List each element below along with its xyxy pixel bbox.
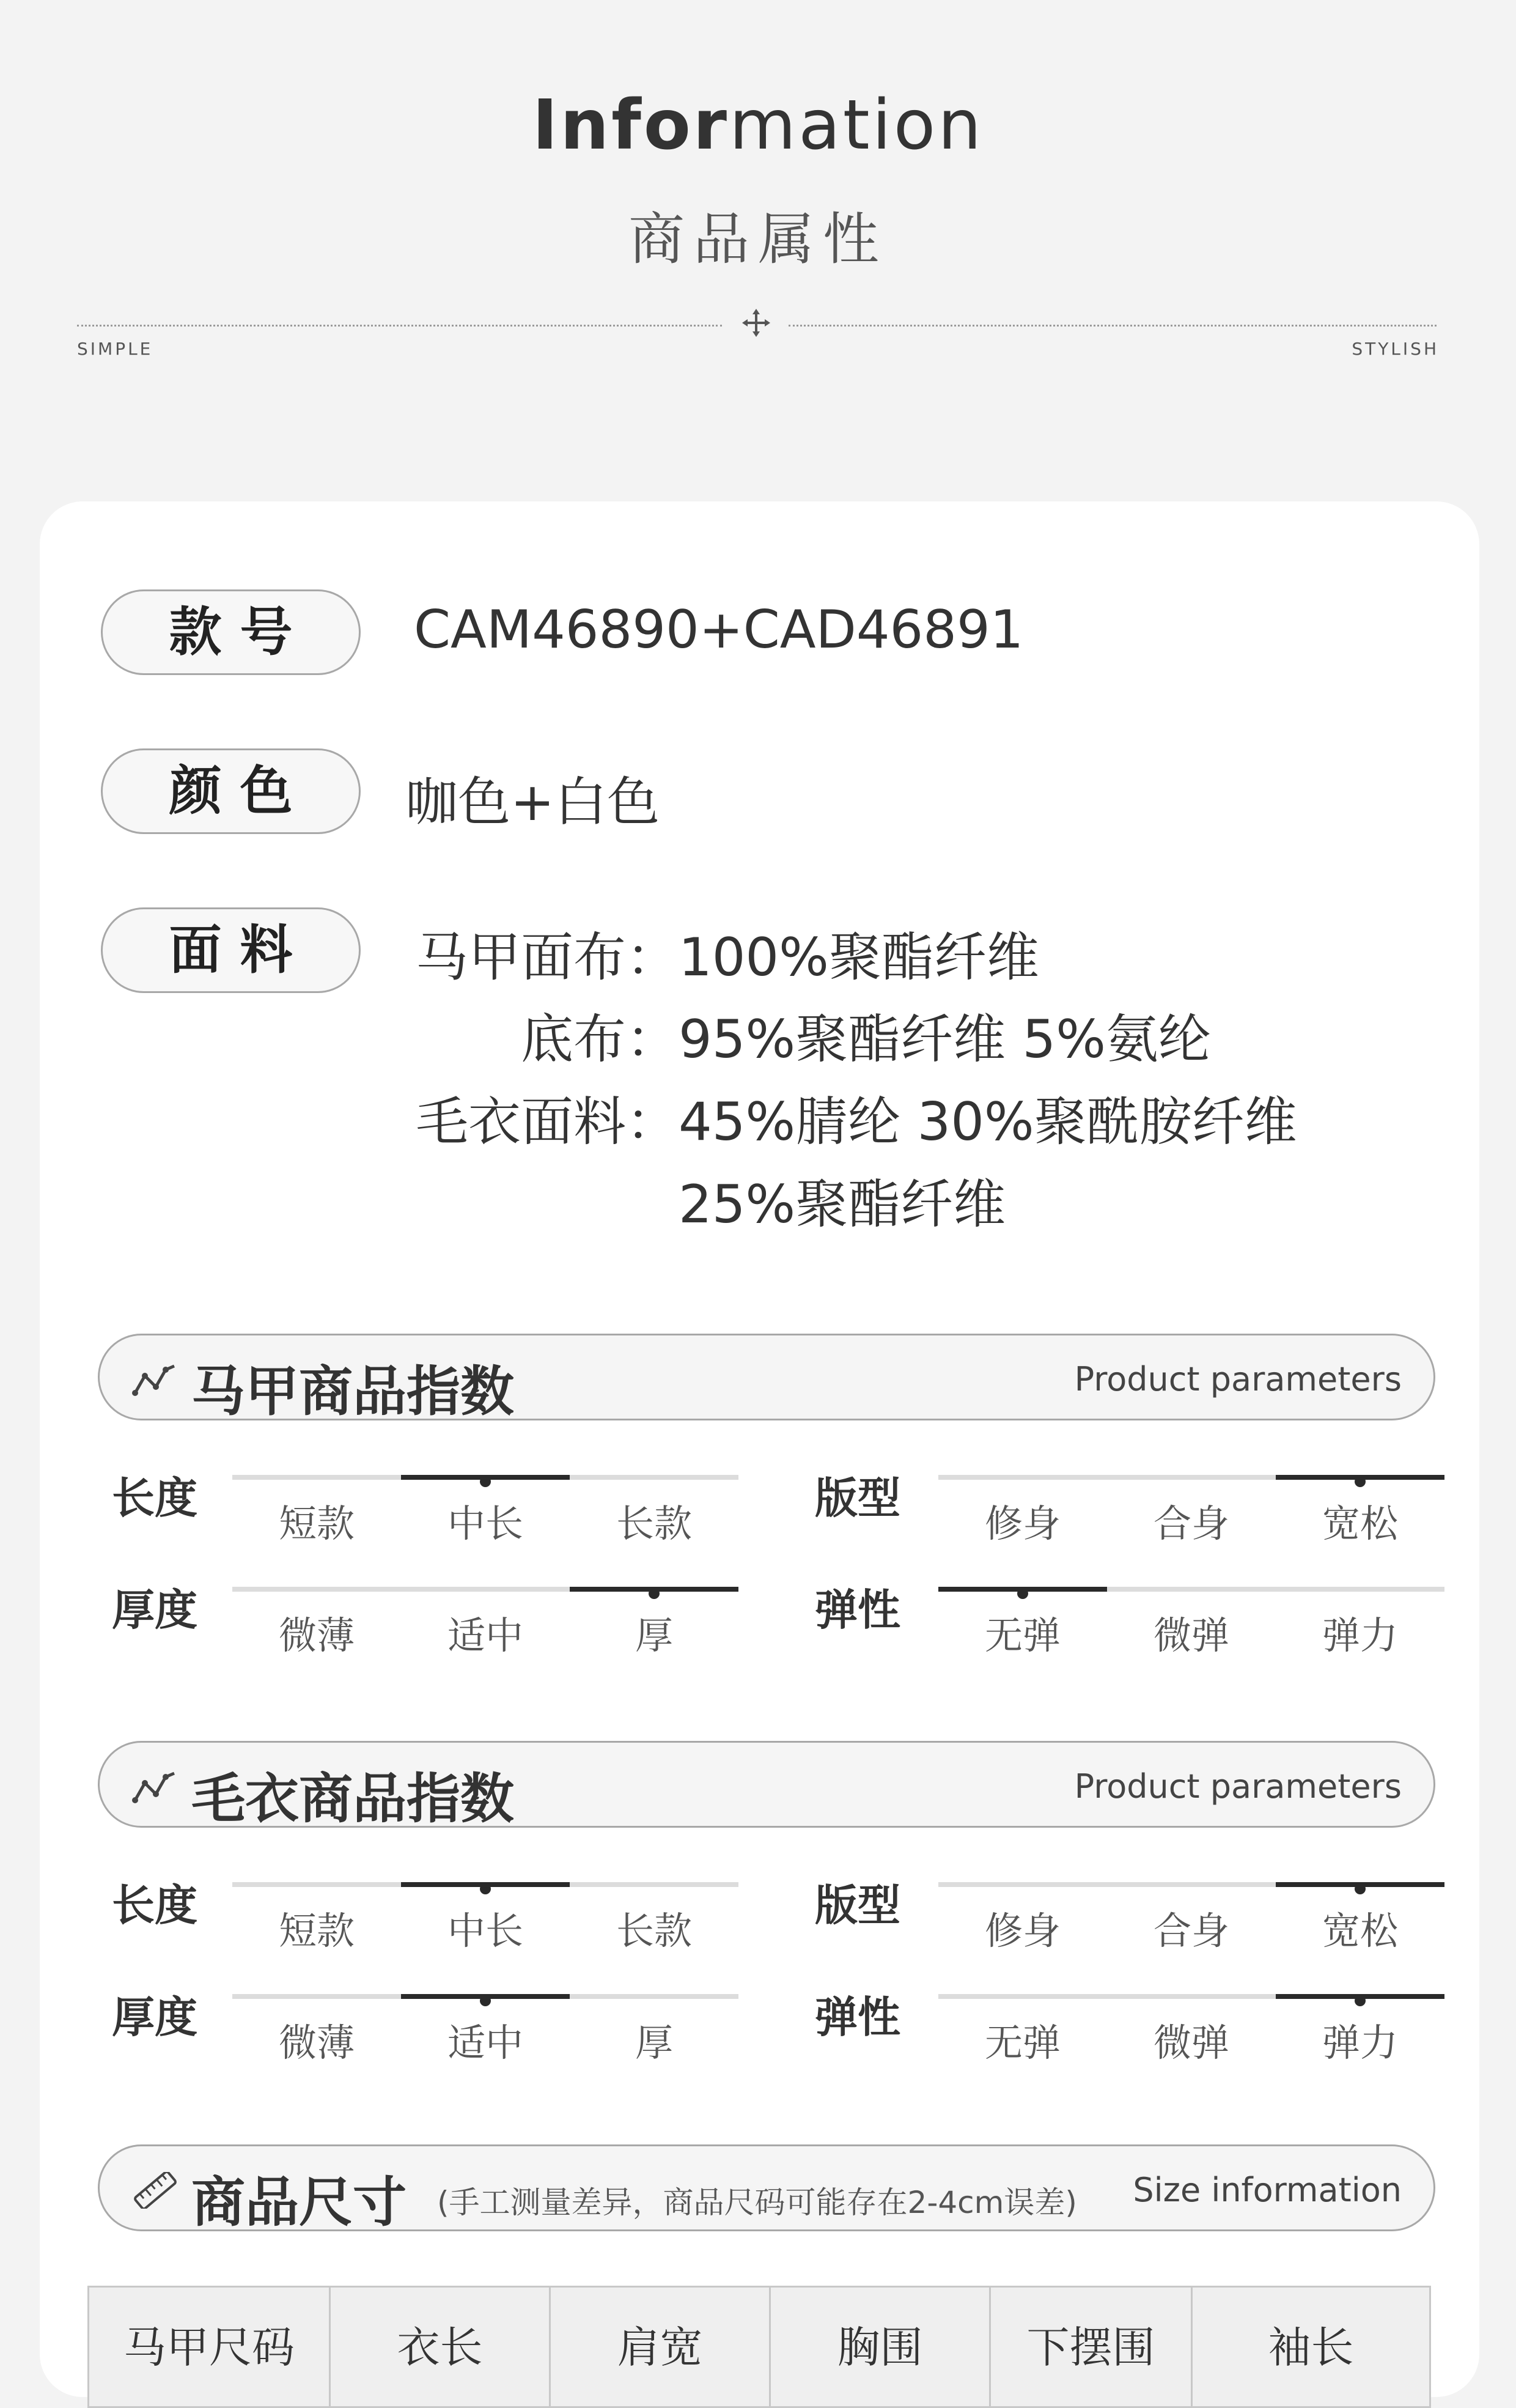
param-option: 短款 <box>278 1501 355 1546</box>
fabric-line-value: 100%聚酯纤维 <box>679 927 1039 988</box>
size-table-header-row <box>89 2287 1430 2407</box>
param-option: 中长 <box>447 1908 523 1953</box>
vest-params-title: 马甲商品指数 <box>191 1360 515 1423</box>
size-info-header <box>98 2144 1435 2234</box>
param-scale-segment <box>570 1994 738 1999</box>
param-option: 中长 <box>447 1501 523 1546</box>
size-column-header: 衣长 <box>330 2287 550 2407</box>
vest-params-header <box>98 1334 1435 1423</box>
param-scale-segment <box>232 1475 401 1480</box>
param-scale-segment <box>570 1475 738 1480</box>
param-option: 短款 <box>278 1908 355 1953</box>
param-scale-marker <box>570 1587 738 1592</box>
sweater-params-header <box>98 1741 1435 1828</box>
crosshair-icon <box>742 309 770 337</box>
param-scale-segment <box>938 1994 1107 1999</box>
trend-line-icon <box>131 1361 179 1398</box>
fabric-line-value: 25%聚酯纤维 <box>679 1174 1006 1235</box>
param-scale-marker <box>401 1475 570 1480</box>
simple-label: SIMPLE <box>77 339 153 359</box>
param-option: 宽松 <box>1322 1908 1398 1953</box>
param-label: 版型 <box>815 1880 900 1930</box>
param-option: 无弹 <box>984 1613 1061 1658</box>
size-column-header: 肩宽 <box>550 2287 770 2407</box>
param-scale-segment <box>1107 1882 1276 1887</box>
size-column-header: 马甲尺码 <box>89 2287 330 2407</box>
fabric-label: 面料 <box>101 907 361 993</box>
divider-right <box>789 325 1437 327</box>
color-value: 咖色+白色 <box>405 772 660 833</box>
param-option: 厚 <box>635 2020 673 2065</box>
fabric-line-value: 45%腈纶 30%聚酰胺纤维 <box>679 1091 1297 1153</box>
param-option: 长款 <box>616 1501 692 1546</box>
param-scale-segment <box>938 1475 1107 1480</box>
vest-params-subtitle: Product parameters <box>1074 1360 1402 1398</box>
param-label: 弹性 <box>815 1992 900 2042</box>
param-option: 微弹 <box>1153 2020 1229 2065</box>
size-info-note: (手工测量差异，商品尺码可能存在2-4cm误差) <box>437 2185 1077 2220</box>
size-column-header: 胸围 <box>770 2287 990 2407</box>
param-label: 长度 <box>112 1473 197 1523</box>
param-label: 长度 <box>112 1880 197 1930</box>
color-label: 颜色 <box>101 748 361 834</box>
param-option: 修身 <box>984 1501 1061 1546</box>
param-scale-segment <box>1107 1994 1276 1999</box>
param-option: 长款 <box>616 1908 692 1953</box>
param-label: 弹性 <box>815 1585 900 1635</box>
param-option: 无弹 <box>984 2020 1061 2065</box>
fabric-line-name: 毛衣面料： <box>416 1091 679 1153</box>
param-option: 合身 <box>1153 1908 1229 1953</box>
model-label: 款号 <box>101 589 361 675</box>
param-scale-marker <box>1276 1475 1444 1480</box>
param-scale-segment <box>1107 1475 1276 1480</box>
size-table <box>87 2286 1431 2408</box>
trend-line-icon <box>131 1768 179 1805</box>
param-scale-marker <box>1276 1882 1444 1887</box>
param-scale-marker <box>1276 1994 1444 1999</box>
param-option: 弹力 <box>1322 1613 1398 1658</box>
param-option: 微弹 <box>1153 1613 1229 1658</box>
param-label: 版型 <box>815 1473 900 1523</box>
size-column-header: 袖长 <box>1192 2287 1430 2407</box>
param-scale-marker <box>938 1587 1107 1592</box>
param-option: 宽松 <box>1322 1501 1398 1546</box>
size-column-header: 下摆围 <box>990 2287 1192 2407</box>
param-option: 适中 <box>447 1613 523 1658</box>
param-scale-segment <box>232 1587 401 1592</box>
model-value: CAM46890+CAD46891 <box>414 599 1024 660</box>
param-scale-segment <box>232 1882 401 1887</box>
page-title-en: Information <box>532 86 984 165</box>
param-label: 厚度 <box>112 1585 197 1635</box>
param-option: 合身 <box>1153 1501 1229 1546</box>
param-scale-segment <box>570 1882 738 1887</box>
sweater-params-subtitle: Product parameters <box>1074 1767 1402 1806</box>
param-option: 厚 <box>635 1613 673 1658</box>
param-scale-segment <box>401 1587 570 1592</box>
fabric-line-name: 马甲面布： <box>416 927 679 988</box>
param-label: 厚度 <box>112 1992 197 2042</box>
page-title-cn: 商品属性 <box>628 207 888 272</box>
size-info-title: 商品尺寸 <box>191 2171 407 2234</box>
param-option: 适中 <box>447 2020 523 2065</box>
param-scale-segment <box>938 1882 1107 1887</box>
fabric-line-value: 95%聚酯纤维 5%氨纶 <box>679 1009 1211 1070</box>
fabric-line-name: 底布： <box>521 1009 679 1070</box>
size-info-subtitle: Size information <box>1133 2171 1402 2209</box>
ruler-icon <box>131 2172 179 2209</box>
param-option: 修身 <box>984 1908 1061 1953</box>
param-scale-marker <box>401 1994 570 1999</box>
param-scale-segment <box>232 1994 401 1999</box>
param-scale-segment <box>1276 1587 1444 1592</box>
stylish-label: STYLISH <box>1352 339 1439 359</box>
param-option: 弹力 <box>1322 2020 1398 2065</box>
param-option: 微薄 <box>278 1613 355 1658</box>
param-scale-marker <box>401 1882 570 1887</box>
sweater-params-title: 毛衣商品指数 <box>191 1767 515 1830</box>
param-scale-segment <box>1107 1587 1276 1592</box>
divider-left <box>77 325 722 327</box>
param-option: 微薄 <box>278 2020 355 2065</box>
